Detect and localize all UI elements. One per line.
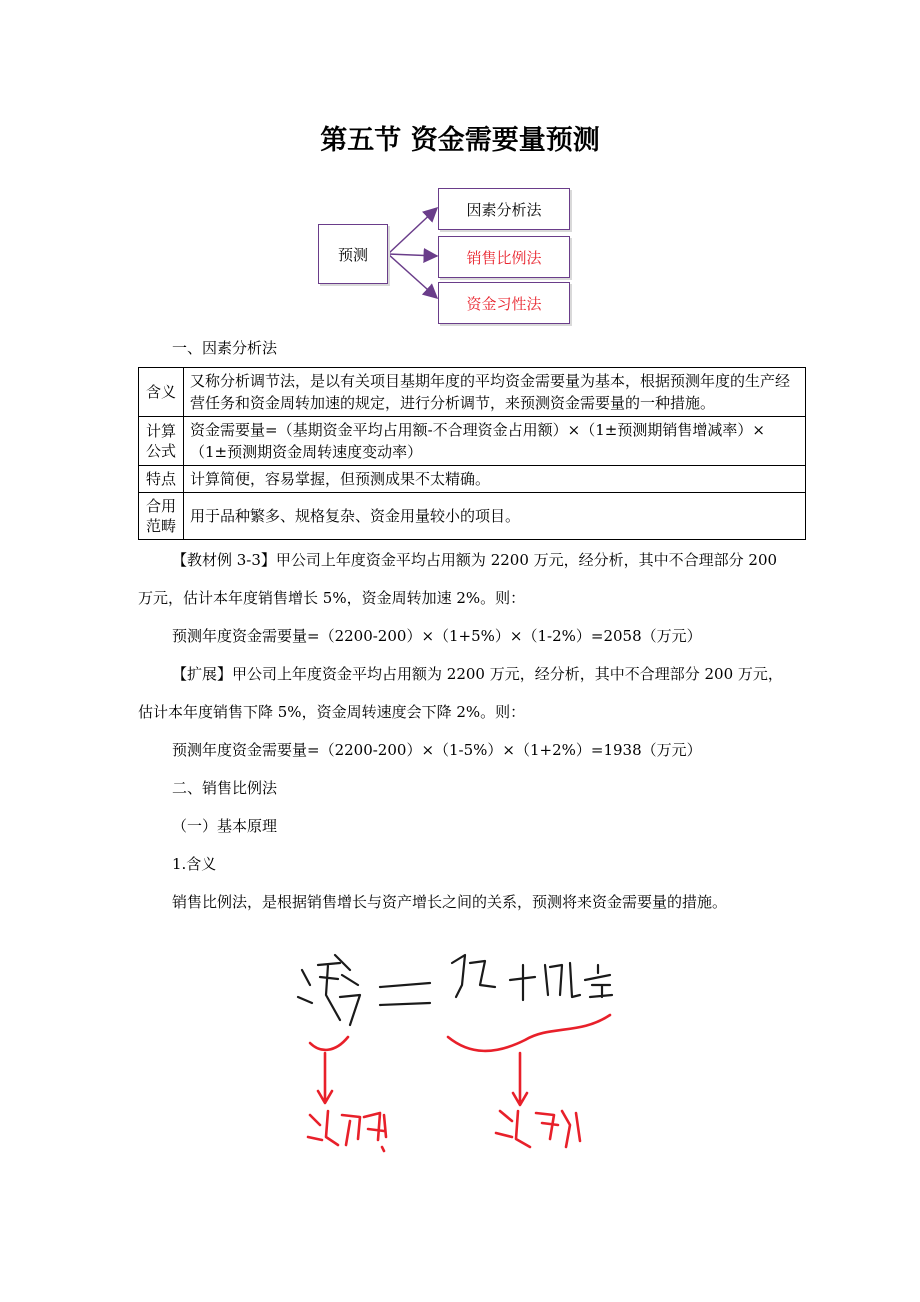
arrow-to-habit xyxy=(388,254,437,298)
example-line-1: 【教材例 3-3】甲公司上年度资金平均占用额为 2200 万元，经分析，其中不合理部分 200 xyxy=(172,551,778,569)
table-row xyxy=(139,493,806,540)
table-value: 资金需要量=（基期资金平均占用额-不合理资金占用额）×（1±预测期销售增减率）×（1±预测期资金周转速度变动率） xyxy=(184,417,806,466)
table-value: 又称分析调节法，是以有关项目基期年度的平均资金需要量为基本，根据预测年度的生产经营任务和资金周转加速的规定，进行分析调节，来预测资金需要量的一种措施。 xyxy=(184,368,806,417)
extension-line-2: 估计本年度销售下降 5%，资金周转速度会下降 2%。则： xyxy=(138,703,526,721)
example-formula: 预测年度资金需要量=（2200-200）×（1+5%）×（1-2%）=2058（万元） xyxy=(172,627,702,645)
diagram-root-forecast: 预测 xyxy=(318,224,388,284)
page-title: 第五节 资金需要量预测 xyxy=(320,125,600,156)
table-key: 合用范畴 xyxy=(139,493,184,540)
section-heading-sales-ratio: 二、销售比例法 xyxy=(172,779,278,797)
example-line-2: 万元，估计本年度销售增长 5%，资金周转加速 2%。则： xyxy=(138,589,526,607)
table-key: 计算公式 xyxy=(139,417,184,466)
item-heading: 1.含义 xyxy=(172,855,217,873)
diagram-method-capital-habit: 资金习性法 xyxy=(438,282,570,324)
table-row xyxy=(139,466,806,493)
factor-analysis-table xyxy=(138,367,806,540)
arrow-to-sales xyxy=(388,254,437,256)
extension-line-1: 【扩展】甲公司上年度资金平均占用额为 2200 万元，经分析，其中不合理部分 200 万元， xyxy=(172,665,783,683)
table-row xyxy=(139,417,806,466)
table-key: 含义 xyxy=(139,368,184,417)
section-heading-factor-analysis: 一、因素分析法 xyxy=(172,339,278,357)
table-key: 特点 xyxy=(139,466,184,493)
handwritten-annotation xyxy=(280,925,640,1165)
extension-formula: 预测年度资金需要量=（2200-200）×（1-5%）×（1+2%）=1938（万元） xyxy=(172,741,702,759)
table-value: 计算简便，容易掌握，但预测成果不太精确。 xyxy=(184,466,806,493)
subsection-heading: （一）基本原理 xyxy=(172,817,278,835)
definition-text: 销售比例法，是根据销售增长与资产增长之间的关系，预测将来资金需要量的措施。 xyxy=(172,893,728,911)
diagram-method-sales-ratio: 销售比例法 xyxy=(438,236,570,278)
table-value: 用于品种繁多、规格复杂、资金用量较小的项目。 xyxy=(184,493,806,540)
diagram-method-factor-analysis: 因素分析法 xyxy=(438,188,570,230)
arrow-to-factor xyxy=(388,208,437,254)
table-row xyxy=(139,368,806,417)
